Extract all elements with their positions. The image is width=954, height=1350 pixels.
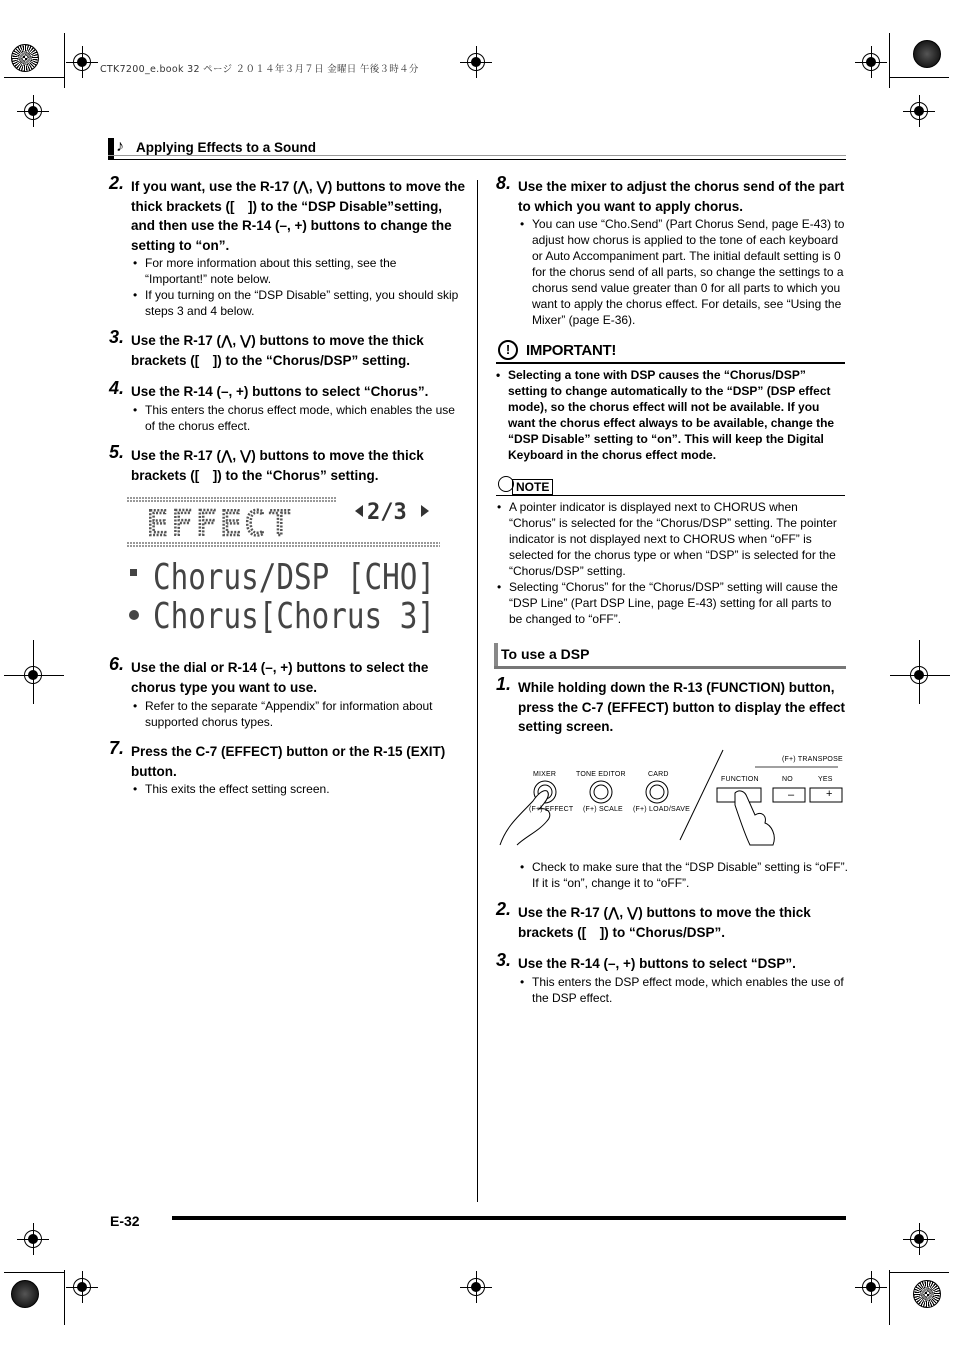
tone-editor-label: TONE EDITOR <box>576 771 626 778</box>
note-header <box>496 476 845 496</box>
step-7-notes <box>131 781 461 797</box>
card-label: CARD <box>648 771 669 778</box>
bullet-item: • You can use “Cho.Send” (Part Chorus Send, page E-43) to adjust how chorus is applied to the tone of each keyboard or Auto Accompaniment part. The initial default setting is 0 for the chorus send of all parts, so change the settings to a chorus send value greater than 0 for all parts to which you want to apply the chorus effect. For details, see “Using the Mixer” (page E-36). <box>518 216 848 328</box>
step-2 <box>109 173 466 255</box>
lcd-line-2: Chorus/DSP [CHO] <box>153 557 435 598</box>
scale-label: (F+) SCALE <box>583 806 623 813</box>
page-number: E-32 <box>110 1213 140 1229</box>
step-number: 3. <box>496 950 512 970</box>
bullet-item: • If you turning on the “DSP Disable” setting, you should skip steps 3 and 4 below. <box>131 287 461 319</box>
important-notes <box>496 367 848 463</box>
lcd-line-1: EFFECT <box>147 504 294 544</box>
step-8-notes <box>518 216 848 328</box>
step-number: 6. <box>109 654 125 674</box>
bullet-item: • Check to make sure that the “DSP Disable” setting is “oFF”. If it is “on”, change it to “oFF”. <box>518 859 848 891</box>
bullet-item: • This enters the chorus effect mode, which enables the use of the chorus effect. <box>131 402 461 434</box>
footer-rule <box>172 1216 846 1220</box>
step-text: Press the C-7 (EFFECT) button or the R-15 (EXIT) button. <box>131 744 446 779</box>
important-header <box>496 340 845 364</box>
minus-label: – <box>788 789 795 801</box>
dsp-step-1-notes <box>518 859 848 891</box>
step-number: 3. <box>109 327 125 347</box>
music-note-icon: ♪ <box>116 138 124 155</box>
step-text: Use the dial or R-14 (–, +) buttons to select the chorus type you want to use. <box>131 660 429 695</box>
lcd-display-illustration <box>127 497 440 637</box>
step-number: 4. <box>109 378 125 398</box>
bullet-item: • For more information about this setting, see the “Important!” note below. <box>131 255 461 287</box>
step-8 <box>496 173 848 216</box>
panel-buttons-illustration <box>495 745 850 850</box>
step-number: 7. <box>109 738 125 758</box>
color-rosette-icon <box>913 40 941 68</box>
step-number: 2. <box>109 173 125 193</box>
step-text: Use the R-14 (–, +) buttons to select “DSP”. <box>518 956 796 971</box>
important-icon: ! <box>498 340 518 360</box>
mixer-label: MIXER <box>533 771 557 778</box>
step-2-notes <box>131 255 461 319</box>
step-5 <box>109 442 466 485</box>
step-4-notes <box>131 402 461 434</box>
load-save-label: (F+) LOAD/SAVE <box>633 806 690 813</box>
step-text: Use the R-17 (⋀, ⋁) buttons to move the thick brackets ([ ]) to the “Chorus/DSP” setting. <box>131 333 424 368</box>
color-rosette-icon <box>11 1280 39 1308</box>
step-text: Use the mixer to adjust the chorus send of the part to which you want to apply chorus. <box>518 179 845 214</box>
bullet-item: • This enters the DSP effect mode, which enables the use of the DSP effect. <box>518 974 848 1006</box>
transpose-label: (F+) TRANSPOSE <box>782 756 843 763</box>
step-number: 2. <box>496 899 512 919</box>
color-rosette-icon <box>11 44 39 72</box>
step-text: If you want, use the R-17 (⋀, ⋁) buttons to move the thick brackets ([ ]) to the “DSP Disable”setting, and then use the R-14 (–, +) buttons to change the setting to “on”. <box>131 179 466 253</box>
note-label: NOTE <box>512 479 553 495</box>
plus-label: + <box>826 788 833 800</box>
step-number: 8. <box>496 173 512 193</box>
step-4 <box>109 378 466 402</box>
bullet-item: • Selecting “Chorus” for the “Chorus/DSP” setting will cause the “DSP Line” (Part DSP Line, page E-43) setting for all parts to be changed to “oFF”. <box>495 579 847 627</box>
step-number: 1. <box>496 674 512 694</box>
lcd-line-3: Chorus[Chorus 3] <box>153 596 435 637</box>
bullet-item: • A pointer indicator is displayed next to CHORUS when “Chorus” is selected for the “Chorus/DSP” setting. The pointer indicator is not displayed next to CHORUS when “oFF” is selected for the chorus type or when “DSP” is selected for the “Chorus/DSP” setting. <box>495 499 847 579</box>
yes-label: YES <box>818 776 833 783</box>
bullet-item: • Selecting a tone with DSP causes the “Chorus/DSP” setting to change automatically to the “DSP” (DSP effect mode), so the chorus effect will not be available. If you want the chorus effect always to be available, change the “DSP Disable” setting to “on”. This will keep the Digital Keyboard in the chorus effect mode. <box>496 368 835 462</box>
effect-label: (F+) EFFECT <box>529 806 574 813</box>
step-7 <box>109 738 466 781</box>
print-info-line: CTK7200_e.book 32 ページ ２０１４年３月７日 金曜日 午後３時４分 <box>100 64 419 75</box>
step-3 <box>109 327 466 370</box>
subsection-heading <box>494 643 846 669</box>
note-items <box>495 499 847 627</box>
function-label: FUNCTION <box>721 776 759 783</box>
step-text: Use the R-17 (⋀, ⋁) buttons to move the thick brackets ([ ]) to the “Chorus” setting. <box>131 448 424 483</box>
step-6-notes <box>131 698 461 730</box>
bullet-item: • This exits the effect setting screen. <box>131 781 461 797</box>
bullet-item: • Refer to the separate “Appendix” for information about supported chorus types. <box>131 698 461 730</box>
step-text: Use the R-17 (⋀, ⋁) buttons to move the thick brackets ([ ]) to “Chorus/DSP”. <box>518 905 811 940</box>
dsp-step-2 <box>496 899 848 942</box>
dsp-step-1 <box>496 674 848 737</box>
color-rosette-icon <box>913 1280 941 1308</box>
dsp-step-3 <box>496 950 848 974</box>
step-6 <box>109 654 466 697</box>
dsp-step-3-notes <box>518 974 848 1006</box>
section-header <box>108 138 846 160</box>
column-divider <box>477 180 478 1202</box>
no-label: NO <box>782 776 793 783</box>
important-label: IMPORTANT! <box>526 342 617 359</box>
subsection-title: To use a DSP <box>501 646 590 662</box>
lcd-page-indicator: 2/3 <box>367 500 407 525</box>
step-number: 5. <box>109 442 125 462</box>
section-title: Applying Effects to a Sound <box>136 140 317 155</box>
step-text: Use the R-14 (–, +) buttons to select “Chorus”. <box>131 384 429 399</box>
step-text: While holding down the R-13 (FUNCTION) button, press the C-7 (EFFECT) button to display the effect setting screen. <box>518 680 846 734</box>
